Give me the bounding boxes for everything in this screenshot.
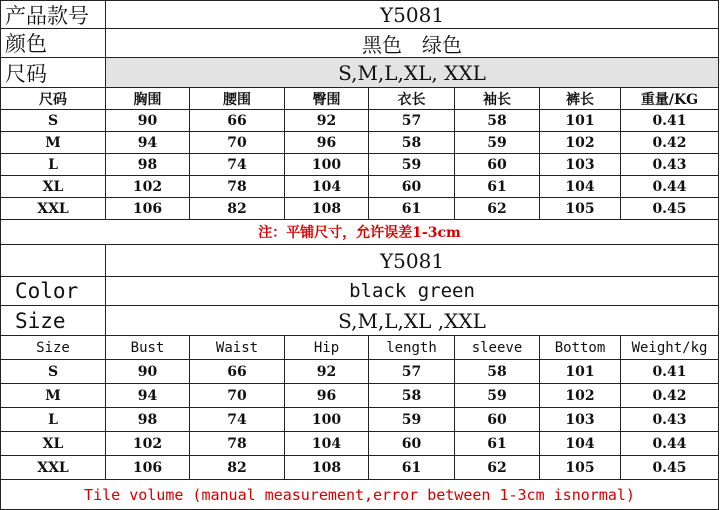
cn-cell: 106	[106, 198, 190, 220]
cn-note: 注：平铺尺寸，允许误差1-3cm	[0, 220, 719, 245]
cn-size-row	[0, 58, 719, 88]
cn-cell: 60	[455, 154, 540, 176]
cn-note-row	[0, 220, 719, 245]
en-table-row	[0, 408, 719, 432]
en-cell: 90	[106, 360, 190, 384]
en-cell: 102	[540, 384, 621, 408]
en-cell: 0.41	[621, 360, 719, 384]
en-cell: XL	[0, 432, 106, 456]
en-header-cell: sleeve	[455, 336, 540, 360]
cn-cell: 94	[106, 132, 190, 154]
cn-model-row	[0, 0, 719, 29]
en-header-cell: Bottom	[540, 336, 621, 360]
en-cell: 101	[540, 360, 621, 384]
en-table-row	[0, 432, 719, 456]
cn-cell: 102	[106, 176, 190, 198]
en-header-cell: Hip	[285, 336, 369, 360]
en-header-cell: Bust	[106, 336, 190, 360]
en-cell: 78	[190, 432, 285, 456]
en-note: Tile volume (manual measurement,error between 1-3cm isnormal)	[0, 480, 719, 510]
en-cell: 108	[285, 456, 369, 480]
en-cell: 57	[369, 360, 455, 384]
cn-cell: 104	[285, 176, 369, 198]
cn-cell: 103	[540, 154, 621, 176]
cn-cell: 108	[285, 198, 369, 220]
en-cell: 98	[106, 408, 190, 432]
cn-cell: 90	[106, 110, 190, 132]
en-cell: 0.45	[621, 456, 719, 480]
cn-cell: 100	[285, 154, 369, 176]
cn-color-value: 黑色 绿色	[106, 29, 719, 58]
cn-cell: 74	[190, 154, 285, 176]
en-cell: 82	[190, 456, 285, 480]
en-cell: 59	[369, 408, 455, 432]
cn-cell: 70	[190, 132, 285, 154]
en-cell: 0.43	[621, 408, 719, 432]
cn-header-cell: 裤长	[540, 88, 621, 110]
en-table-row	[0, 456, 719, 480]
en-cell: 61	[369, 456, 455, 480]
en-cell: 102	[106, 432, 190, 456]
cn-cell: 0.42	[621, 132, 719, 154]
cn-cell: 0.43	[621, 154, 719, 176]
en-model-label-empty	[0, 245, 106, 277]
en-size-label: Size	[0, 306, 106, 336]
cn-table-row	[0, 198, 719, 220]
en-cell: 59	[455, 384, 540, 408]
cn-cell: 61	[455, 176, 540, 198]
en-cell: 106	[106, 456, 190, 480]
cn-table-row	[0, 176, 719, 198]
cn-cell: 102	[540, 132, 621, 154]
cn-header-cell: 衣长	[369, 88, 455, 110]
cn-header-cell: 臀围	[285, 88, 369, 110]
en-cell: 92	[285, 360, 369, 384]
cn-cell: 82	[190, 198, 285, 220]
cn-cell: 61	[369, 198, 455, 220]
en-cell: 96	[285, 384, 369, 408]
cn-cell: 104	[540, 176, 621, 198]
en-cell: 0.42	[621, 384, 719, 408]
en-cell: 60	[369, 432, 455, 456]
cn-header-cell: 尺码	[0, 88, 106, 110]
cn-header-cell: 重量/KG	[621, 88, 719, 110]
cn-header-cell: 胸围	[106, 88, 190, 110]
cn-header-cell: 腰围	[190, 88, 285, 110]
cn-cell: 59	[455, 132, 540, 154]
en-header-row	[0, 336, 719, 360]
en-model-value: Y5081	[106, 245, 719, 277]
cn-cell: 0.44	[621, 176, 719, 198]
en-size-value: S,M,L,XL ,XXL	[106, 306, 719, 336]
cn-cell: 57	[369, 110, 455, 132]
cn-size-value: S,M,L,XL, XXL	[106, 58, 719, 88]
en-cell: 60	[455, 408, 540, 432]
en-color-label: Color	[0, 277, 106, 306]
cn-cell: 78	[190, 176, 285, 198]
en-color-row	[0, 277, 719, 306]
en-cell: 74	[190, 408, 285, 432]
cn-cell: 0.41	[621, 110, 719, 132]
en-table-row	[0, 360, 719, 384]
cn-cell: 92	[285, 110, 369, 132]
en-cell: L	[0, 408, 106, 432]
en-cell: 104	[285, 432, 369, 456]
en-cell: 61	[455, 432, 540, 456]
en-cell: 62	[455, 456, 540, 480]
en-cell: 58	[369, 384, 455, 408]
cn-cell: XL	[0, 176, 106, 198]
cn-cell: 59	[369, 154, 455, 176]
en-cell: 103	[540, 408, 621, 432]
en-size-row	[0, 306, 719, 336]
en-color-value: black green	[106, 277, 719, 306]
cn-cell: S	[0, 110, 106, 132]
cn-table-row	[0, 154, 719, 176]
cn-cell: L	[0, 154, 106, 176]
cn-header-cell: 袖长	[455, 88, 540, 110]
en-cell: M	[0, 384, 106, 408]
cn-cell: 98	[106, 154, 190, 176]
cn-color-row	[0, 29, 719, 58]
en-cell: S	[0, 360, 106, 384]
en-note-row	[0, 480, 719, 510]
en-header-cell: length	[369, 336, 455, 360]
en-cell: 0.44	[621, 432, 719, 456]
cn-cell: 96	[285, 132, 369, 154]
cn-header-row	[0, 88, 719, 110]
cn-cell: 62	[455, 198, 540, 220]
cn-size-label: 尺码	[0, 58, 106, 88]
en-header-cell: Size	[0, 336, 106, 360]
en-header-cell: Waist	[190, 336, 285, 360]
cn-cell: 60	[369, 176, 455, 198]
cn-color-label: 颜色	[0, 29, 106, 58]
en-cell: 94	[106, 384, 190, 408]
en-header-cell: Weight/kg	[621, 336, 719, 360]
en-cell: 70	[190, 384, 285, 408]
cn-model-label: 产品款号	[0, 0, 106, 29]
cn-table-row	[0, 110, 719, 132]
cn-model-value: Y5081	[106, 0, 719, 29]
en-cell: XXL	[0, 456, 106, 480]
cn-cell: M	[0, 132, 106, 154]
en-cell: 66	[190, 360, 285, 384]
cn-cell: 105	[540, 198, 621, 220]
cn-cell: 58	[455, 110, 540, 132]
cn-cell: XXL	[0, 198, 106, 220]
cn-cell: 58	[369, 132, 455, 154]
en-model-row	[0, 245, 719, 277]
en-table-row	[0, 384, 719, 408]
cn-cell: 0.45	[621, 198, 719, 220]
cn-table-row	[0, 132, 719, 154]
cn-cell: 101	[540, 110, 621, 132]
cn-cell: 66	[190, 110, 285, 132]
en-cell: 105	[540, 456, 621, 480]
en-cell: 58	[455, 360, 540, 384]
en-cell: 100	[285, 408, 369, 432]
en-cell: 104	[540, 432, 621, 456]
